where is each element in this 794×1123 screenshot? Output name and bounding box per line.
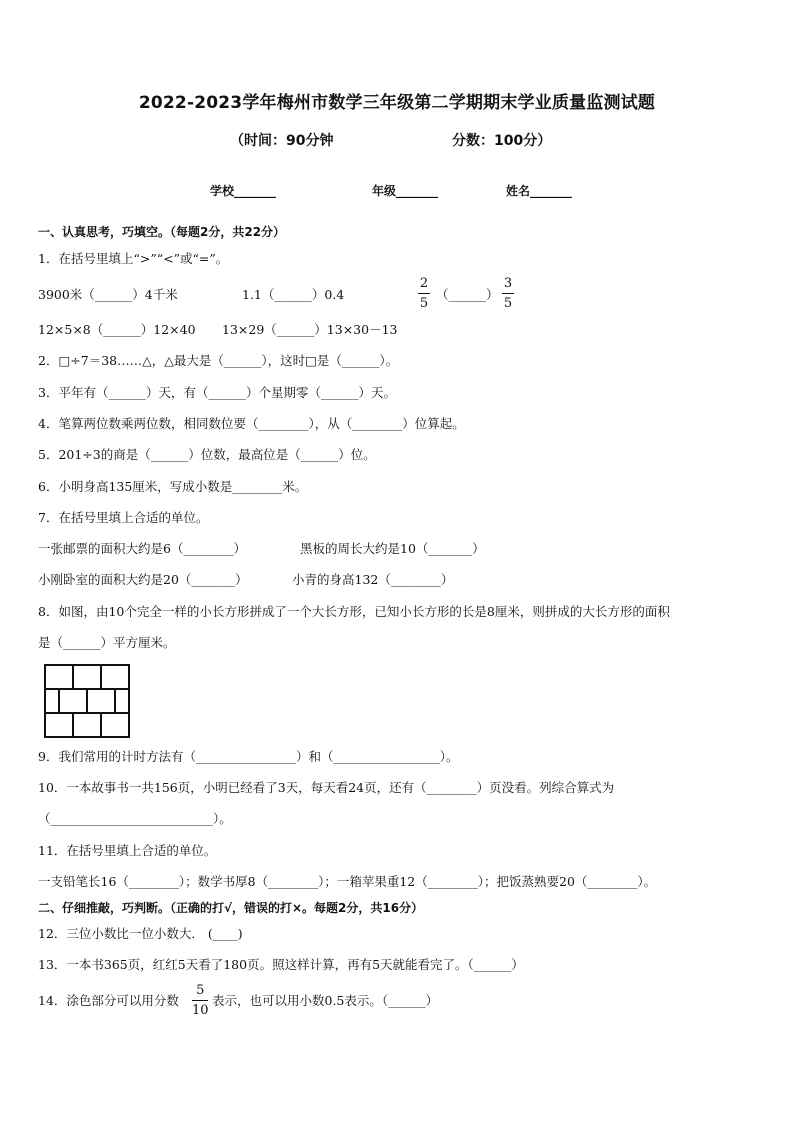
exam-score: 分数：100分） <box>452 133 552 149</box>
fraction-two-fifths <box>418 276 430 311</box>
section-2-heading: 二、仔细推敲，巧判断。（正确的打√，错误的打×。每题2分，共16分） <box>38 901 424 915</box>
question-14-prefix: 14．涂色部分可以用分数 <box>38 993 179 1008</box>
fraction-numerator: 2 <box>419 276 429 291</box>
fraction-five-tenths <box>192 983 209 1018</box>
question-1-frac-blank: （______） <box>436 287 499 302</box>
school-field[interactable]: 学校_______ <box>210 184 277 198</box>
fraction-denominator: 5 <box>419 296 429 311</box>
question-7-b: 黑板的周长大约是10（_______） <box>300 541 485 556</box>
fraction-bar <box>192 1000 208 1001</box>
question-1-d: 13×29（______）13×30－13 <box>222 322 398 337</box>
exam-time: （时间：90分钟 <box>230 133 334 149</box>
grade-field[interactable]: 年级_______ <box>372 184 439 198</box>
question-6: 6．小明身高135厘米，写成小数是________米。 <box>38 479 308 494</box>
question-7-a: 一张邮票的面积大约是6（________） <box>38 541 246 556</box>
question-3: 3．平年有（______）天，有（______）个星期零（______）天。 <box>38 385 396 400</box>
fraction-bar <box>502 293 514 294</box>
fraction-denominator: 10 <box>192 1003 209 1018</box>
question-14-suffix: 表示，也可以用小数0.5表示。（______） <box>212 993 439 1008</box>
question-7: 7．在括号里填上合适的单位。 <box>38 510 209 525</box>
question-1-a: 3900米（______）4千米 <box>38 287 178 302</box>
question-7-c: 小刚卧室的面积大约是20（_______） <box>38 572 248 587</box>
question-1: 1．在括号里填上“>”“<”或“=”。 <box>38 251 229 266</box>
question-7-d: 小青的身高132（________） <box>292 572 454 587</box>
section-1-heading: 一、认真思考，巧填空。（每题2分，共22分） <box>38 225 286 239</box>
question-10-line-2: （__________________________）。 <box>38 811 232 826</box>
question-5: 5．201÷3的商是（______）位数，最高位是（______）位。 <box>38 447 376 462</box>
question-11: 11．在括号里填上合适的单位。 <box>38 843 217 858</box>
page-title: 2022-2023学年梅州市数学三年级第二学期期末学业质量监测试题 <box>138 93 656 113</box>
question-2: 2．□÷7＝38……△，△最大是（______），这时□是（______）。 <box>38 353 399 368</box>
question-4: 4．笔算两位数乘两位数，相同数位要（________），从（________）位算起。 <box>38 416 465 431</box>
fraction-three-fifths <box>502 276 514 311</box>
fraction-numerator: 3 <box>503 276 513 291</box>
fraction-denominator: 5 <box>503 296 513 311</box>
question-1-b: 1.1（______）0.4 <box>242 287 345 302</box>
question-11-a: 一支铅笔长16（________）；数学书厚8（________）；一箱苹果重12（________）；把饭蒸熟要20（________）。 <box>38 874 657 889</box>
question-1-c: 12×5×8（______）12×40 <box>38 322 196 337</box>
question-12: 12．三位小数比一位小数大． (____) <box>38 926 243 941</box>
fraction-numerator: 5 <box>196 983 205 998</box>
question-8-line-2: 是（______）平方厘米。 <box>38 635 176 650</box>
question-8-line-1: 8．如图，由10个完全一样的小长方形拼成了一个大长方形，已知小长方形的长是8厘米，则拼成的大长方形的面积 <box>38 604 670 619</box>
question-13: 13．一本书365页，红红5天看了180页。照这样计算，再有5天就能看完了。（______） <box>38 957 524 972</box>
question-10-line-1: 10．一本故事书一共156页，小明已经看了3天，每天看24页，还有（________）页没看。列综合算式为 <box>38 780 615 795</box>
fraction-bar <box>418 293 430 294</box>
question-9: 9．我们常用的计时方法有（________________）和（_________________）。 <box>38 749 459 764</box>
name-field[interactable]: 姓名_______ <box>506 184 573 198</box>
rectangle-tiling-figure <box>44 664 130 738</box>
